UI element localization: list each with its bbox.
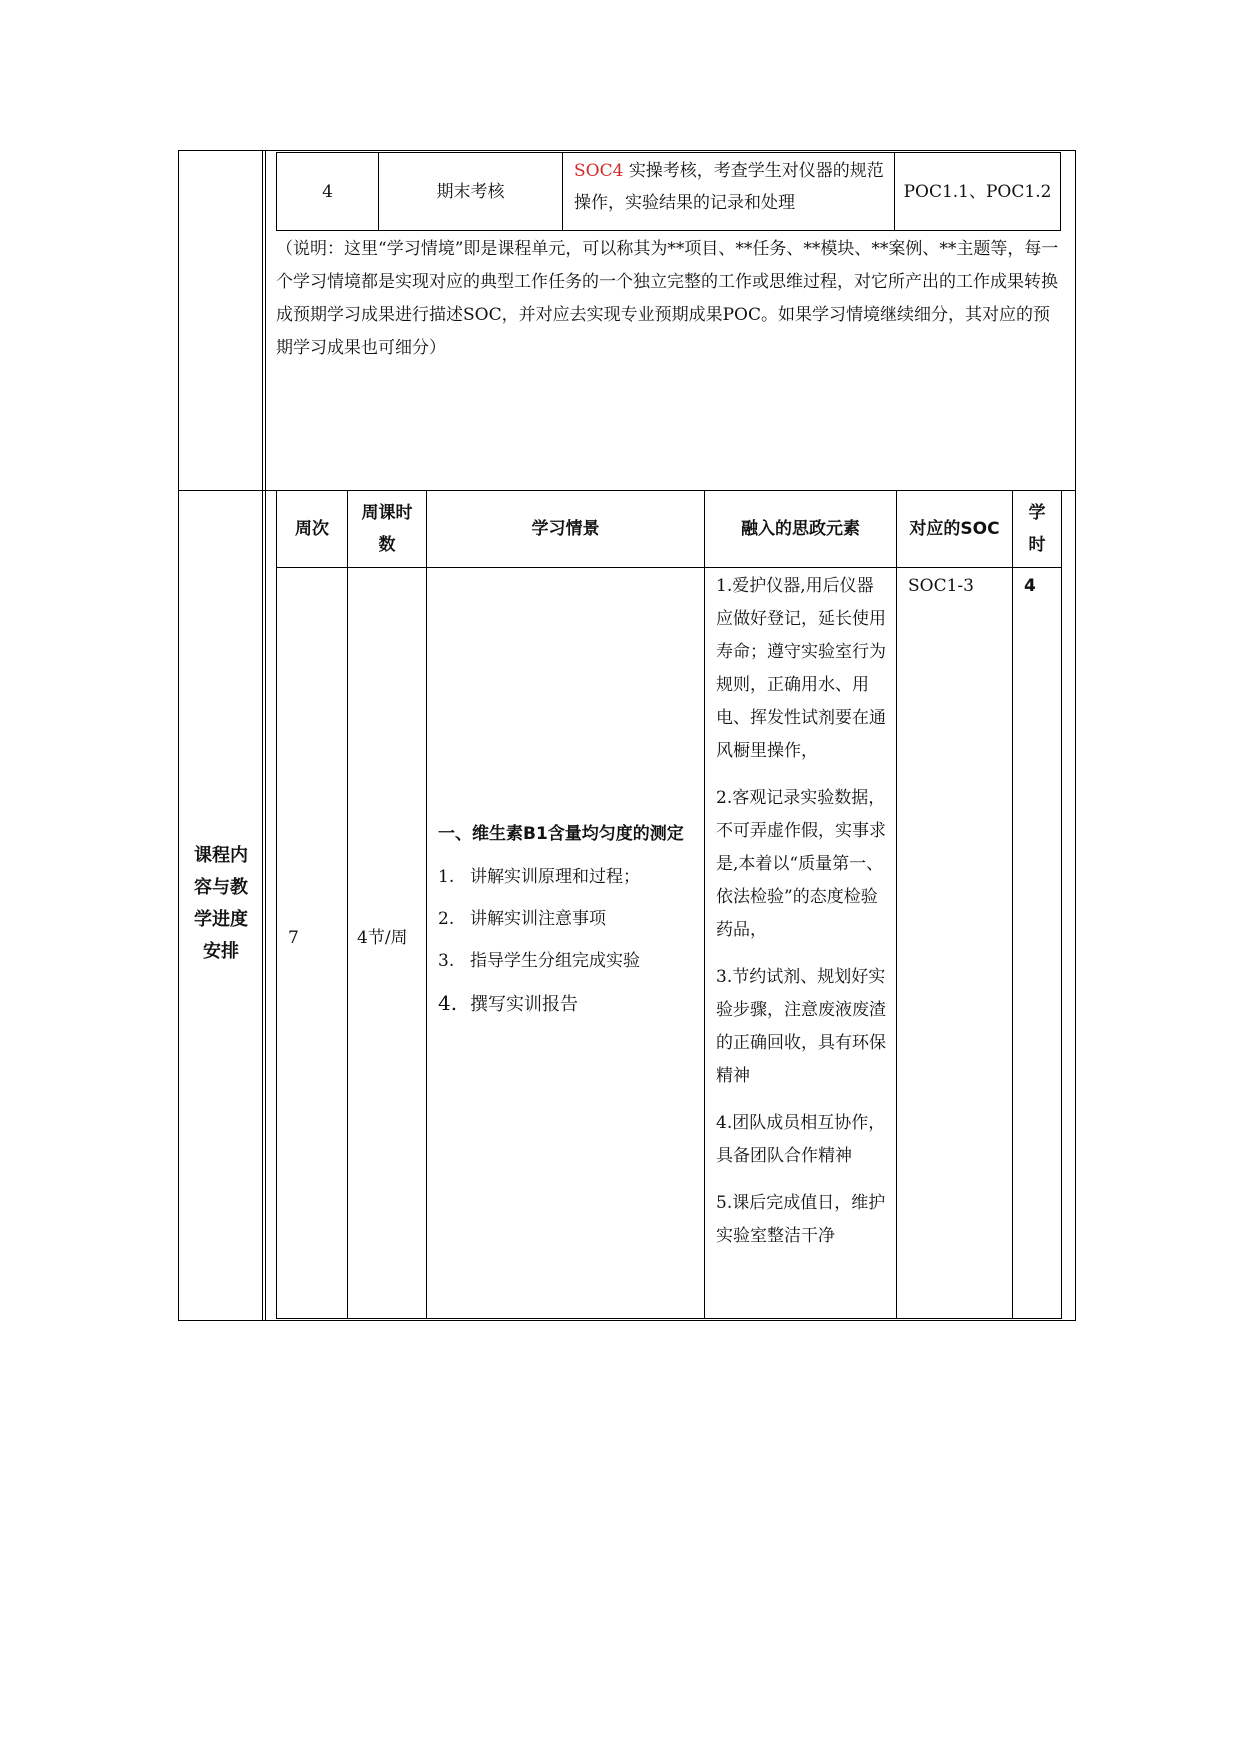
list-item: 3.节约试剂、规划好实验步骤，注意废液废渣的正确回收，具有环保精神 bbox=[716, 967, 886, 1086]
header-soc: 对应的SOC bbox=[909, 519, 1000, 539]
list-item: 1. 讲解实训原理和过程； bbox=[438, 867, 640, 887]
list-item: 3. 指导学生分组完成实验 bbox=[438, 951, 640, 971]
top-row-poc: POC1.1、POC1.2 bbox=[903, 181, 1052, 202]
situation-content bbox=[438, 817, 698, 1021]
soc-text: 实操考核，考查学生对仪器的规范操作，实验结果的记录和处理 bbox=[574, 161, 884, 213]
row-soc: SOC1-3 bbox=[908, 576, 974, 596]
header-hours: 学时 bbox=[1028, 503, 1046, 555]
top-row-soc bbox=[574, 155, 888, 219]
list-item: 4.团队成员相互协作，具备团队合作精神 bbox=[716, 1113, 886, 1166]
list-item: 5.课后完成值日，维护实验室整洁干净 bbox=[716, 1193, 886, 1246]
header-ideology: 融入的思政元素 bbox=[741, 519, 860, 539]
top-row-index: 4 bbox=[322, 181, 333, 202]
section-label: 课程内容与教学进度安排 bbox=[194, 845, 248, 962]
list-item: 1.爱护仪器,用后仪器应做好登记，延长使用寿命；遵守实验室行为规则，正确用水、用电、挥发性试剂要在通风橱里操作， bbox=[716, 576, 886, 761]
list-item: 4. 撰写实训报告 bbox=[438, 991, 578, 1015]
row-week: 7 bbox=[288, 928, 299, 948]
row-hours: 4 bbox=[1024, 576, 1036, 596]
ideology-content bbox=[716, 570, 890, 1267]
situation-steps bbox=[438, 861, 698, 1021]
situation-title: 一、维生素B1含量均匀度的测定 bbox=[438, 824, 684, 844]
situation-note: （说明：这里“学习情境”即是课程单元，可以称其为**项目、**任务、**模块、**案例、**主题等，每一个学习情境都是实现对应的典型工作任务的一个独立完整的工作或思维过程，对它所产出的工作成果转换成预期学习成果进行描述SOC，并对应去实现专业预期成果POC。如果学习情境继续细分，其对应的预期学习成果也可细分） bbox=[276, 239, 1059, 358]
top-row-name: 期末考核 bbox=[436, 181, 505, 202]
header-week: 周次 bbox=[295, 519, 329, 539]
list-item: 2.客观记录实验数据，不可弄虚作假，实事求是,本着以“质量第一、依法检验”的态度检验药品， bbox=[716, 788, 886, 940]
list-item: 2. 讲解实训注意事项 bbox=[438, 909, 606, 929]
row-hours-per-week: 4节/周 bbox=[357, 928, 408, 948]
header-situation: 学习情景 bbox=[531, 519, 600, 539]
header-hours-per-week: 周课时数 bbox=[361, 503, 413, 555]
soc-code: SOC4 bbox=[574, 161, 624, 181]
